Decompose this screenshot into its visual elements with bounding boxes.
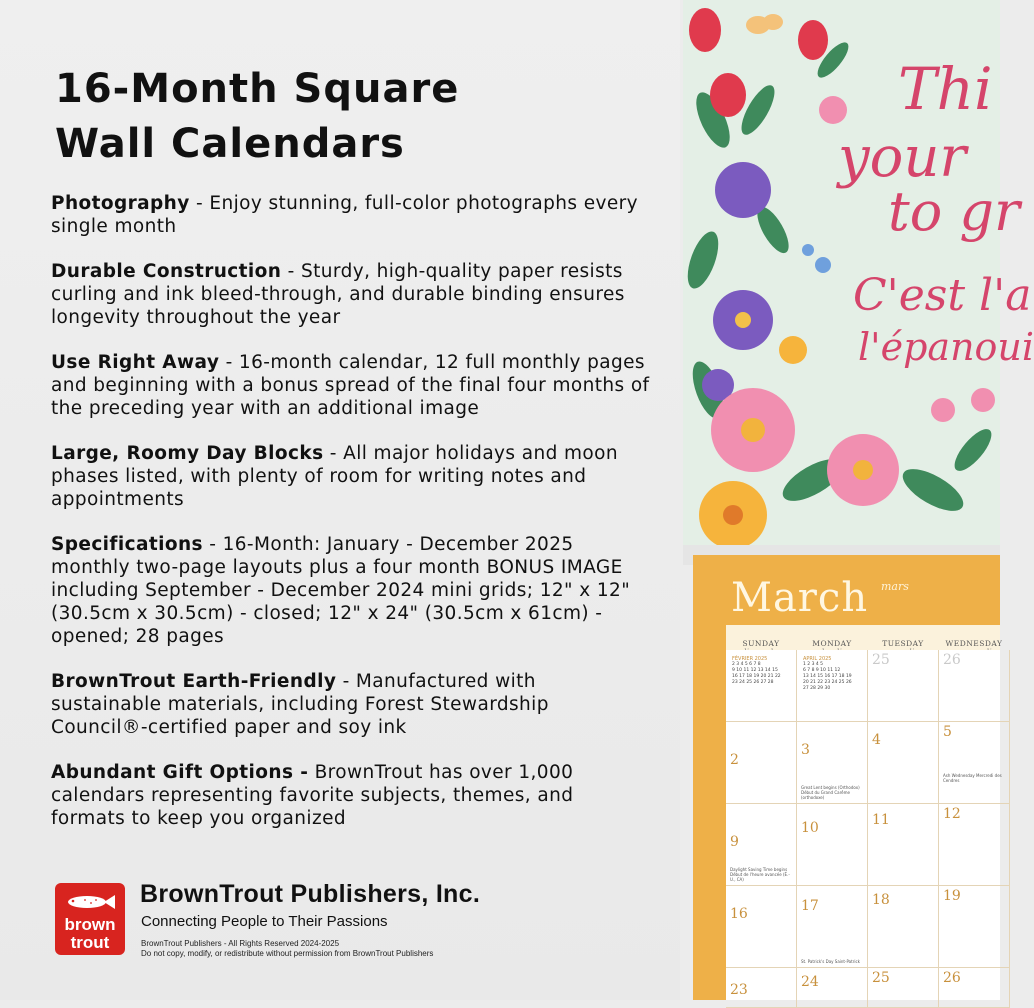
day-number: 25 bbox=[872, 652, 890, 668]
logo-word-trout: trout bbox=[70, 933, 110, 952]
day-cell bbox=[726, 804, 797, 886]
mini-calendar-title: FÉVRIER 2025 bbox=[732, 656, 768, 662]
trout-fish-icon bbox=[63, 891, 117, 913]
day-cell bbox=[868, 650, 939, 722]
day-cell bbox=[726, 886, 797, 968]
day-cell bbox=[939, 804, 1010, 886]
month-title-french: mars bbox=[881, 580, 909, 593]
day-cell bbox=[797, 722, 868, 804]
day-number: 17 bbox=[801, 898, 819, 914]
day-cell bbox=[797, 886, 868, 968]
feature-text: - 16-month calendar, 12 full monthly pages and beginning with a bonus spread of the final four months of the preceding year with an additional image bbox=[51, 352, 650, 419]
feature-day-blocks bbox=[51, 442, 651, 511]
day-number: 4 bbox=[872, 732, 881, 748]
holiday-note: Daylight Saving Time begins Début de l'heure avancée (É.-U., CA) bbox=[730, 867, 790, 882]
holiday-note: Great Lent begins (Orthodox) Début du Grand Carême (orthodoxe) bbox=[801, 785, 860, 800]
mini-calendar-apr: APRIL 2025 1 2 3 4 5 6 7 8 9 10 11 12 13 14 15 16 17 18 19 20 21 22 23 24 25 26 27 28 29 30 bbox=[803, 656, 863, 692]
day-cell bbox=[939, 722, 1010, 804]
holiday-note: St. Patrick's Day Saint-Patrick bbox=[801, 959, 860, 964]
feature-use-right-away bbox=[51, 351, 651, 420]
weekday-label: WEDNESDAY bbox=[945, 639, 1003, 648]
day-cell bbox=[939, 650, 1010, 722]
mini-calendar-title: APRIL 2025 bbox=[803, 656, 832, 662]
copyright-notice bbox=[141, 939, 433, 959]
feature-specifications bbox=[51, 533, 651, 648]
feature-text: - Manufactured with sustainable materials, including Forest Stewardship Council®-certified paper and soy ink bbox=[51, 671, 549, 738]
feature-text: BrownTrout has over 1,000 calendars representing favorite subjects, themes, and formats to keep you organized bbox=[51, 762, 574, 829]
logo-word-brown: brown bbox=[64, 915, 116, 934]
day-number: 10 bbox=[801, 820, 819, 836]
script-text-line-4: C'est l'a bbox=[853, 270, 1032, 321]
feature-photography bbox=[51, 192, 651, 238]
day-number: 16 bbox=[730, 906, 748, 922]
day-cell bbox=[868, 886, 939, 968]
script-text-line-5: l'épanoui bbox=[858, 325, 1034, 369]
day-cell bbox=[868, 722, 939, 804]
feature-text: - Enjoy stunning, full-color photographs every single month bbox=[51, 193, 639, 237]
day-cell bbox=[797, 650, 868, 722]
mini-calendar-feb: FÉVRIER 2025 2 3 4 5 6 7 8 9 10 11 12 13 14 15 16 17 18 19 20 21 22 23 24 25 26 27 28 bbox=[732, 656, 792, 686]
browntrout-logo bbox=[55, 883, 125, 955]
day-number: 11 bbox=[872, 812, 890, 828]
tagline: Connecting People to Their Passions bbox=[141, 913, 388, 930]
day-cell bbox=[726, 968, 797, 1008]
feature-gift-options bbox=[51, 761, 651, 830]
day-cell bbox=[726, 650, 797, 722]
day-cell bbox=[797, 968, 868, 1008]
weekday-label: TUESDAY bbox=[882, 639, 924, 648]
page-title bbox=[55, 62, 655, 172]
butterfly-icon bbox=[746, 14, 783, 34]
feature-durable-construction bbox=[51, 260, 651, 329]
feature-text: - All major holidays and moon phases listed, with plenty of room for writing notes and appointments bbox=[51, 443, 618, 510]
day-number: 26 bbox=[943, 652, 961, 668]
script-text-line-3: to gr bbox=[888, 180, 1020, 243]
weekday-label: MONDAY bbox=[812, 639, 852, 648]
feature-heading: Photography bbox=[51, 193, 190, 214]
brand-name: BrownTrout Publishers, Inc. bbox=[140, 880, 481, 908]
feature-earth-friendly bbox=[51, 670, 651, 739]
day-cell bbox=[726, 722, 797, 804]
day-cell bbox=[868, 804, 939, 886]
day-number: 24 bbox=[801, 974, 819, 990]
copyright-line-2: Do not copy, modify, or redistribute without permission from BrownTrout Publishers bbox=[141, 949, 434, 958]
feature-heading: Specifications bbox=[51, 534, 203, 555]
feature-heading: BrownTrout Earth-Friendly bbox=[51, 671, 337, 692]
day-number: 3 bbox=[801, 742, 810, 758]
day-cell bbox=[939, 968, 1010, 1008]
day-number: 9 bbox=[730, 834, 739, 850]
day-cell bbox=[797, 804, 868, 886]
day-number: 26 bbox=[943, 970, 961, 986]
feature-text: - Sturdy, high-quality paper resists curling and ink bleed-through, and durable binding ensures longevity throughout the year bbox=[51, 261, 625, 328]
day-number: 25 bbox=[872, 970, 890, 986]
day-number: 23 bbox=[730, 982, 748, 998]
weekday-label: SUNDAY bbox=[742, 639, 780, 648]
day-number: 19 bbox=[943, 888, 961, 904]
day-number: 18 bbox=[872, 892, 890, 908]
script-text-line-2: your bbox=[838, 125, 967, 190]
day-cell bbox=[939, 886, 1010, 968]
floral-artwork bbox=[683, 0, 1034, 545]
copyright-line-1: BrownTrout Publishers - All Rights Reserved 2024-2025 bbox=[141, 939, 340, 948]
feature-heading: Abundant Gift Options - bbox=[51, 762, 309, 783]
script-text-line-1: Thi bbox=[898, 55, 993, 123]
day-cell bbox=[868, 968, 939, 1008]
feature-heading: Use Right Away bbox=[51, 352, 220, 373]
month-title: March bbox=[731, 575, 869, 621]
day-number: 2 bbox=[730, 752, 739, 768]
feature-heading: Large, Roomy Day Blocks bbox=[51, 443, 324, 464]
calendar-product-image bbox=[683, 0, 1034, 1000]
feature-text: - 16-Month: January - December 2025 monthly two-page layouts plus a four month BONUS IMAGE including September - December 2024 mini grids; 12" x 12" (30.5cm x 30.5cm) - closed; 12" x 24" (30.5cm x 61cm) - opened; 28 pages bbox=[51, 534, 631, 647]
day-number: 12 bbox=[943, 806, 961, 822]
holiday-note: Ash Wednesday Mercredi des Cendres bbox=[943, 773, 1002, 783]
feature-heading: Durable Construction bbox=[51, 261, 282, 282]
day-number: 5 bbox=[943, 724, 952, 740]
feature-list bbox=[51, 192, 651, 852]
title-line-2: Wall Calendars bbox=[55, 121, 405, 167]
calendar-day-grid bbox=[726, 650, 1000, 1000]
title-line-1: 16-Month Square bbox=[55, 66, 460, 112]
